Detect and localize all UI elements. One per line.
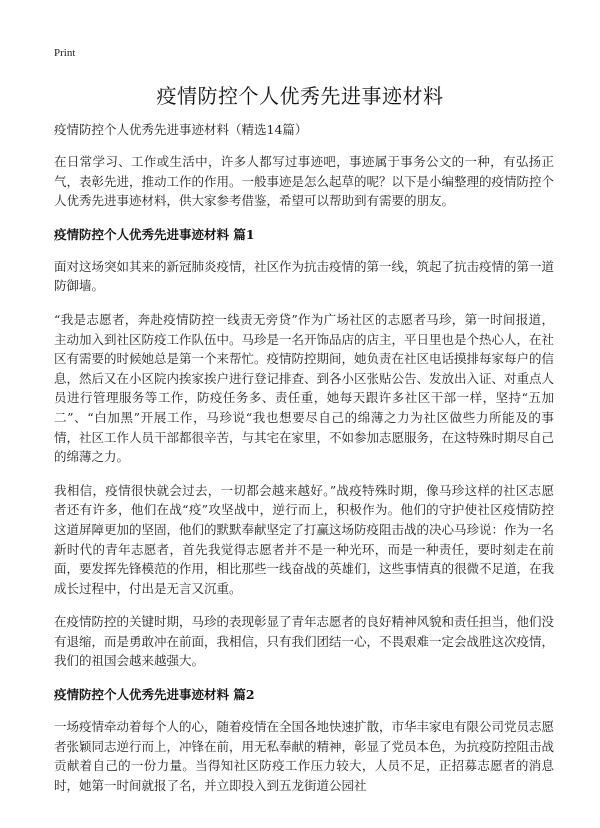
- section-paragraph: 我相信，疫情很快就会过去，一切都会越来越好。”战疫特殊时期，像马珍这样的社区志愿者还有许多，他们在战“疫”攻坚战中，逆行而上，积极作为。他们的守护使社区疫情防控这道屏障更加的坚固，他们的默默奉献坚定了打赢这场防疫阻击战的决心马珍说：作为一名新时代的青年志愿者，首先我觉得志愿者并不是一种光环，而是一种责任，要时刻走在前面，要发挥先锋模范的作用，相比那些一线奋战的英雄们，这些事情真的很微不足道，在我成长过程中，付出是无言又沉重。: [54, 482, 555, 596]
- section-paragraph: “我是志愿者，奔赴疫情防控一线责无旁贷”作为广场社区的志愿者马珍，第一时间报道，主动加入到社区防疫工作队伍中。马珍是一名开饰品店的店主，平日里也是个热心人，在社区有需要的时候她总是第一个来帮忙。疫情防控期间，她负责在社区电话摸排每家每户的信息，然后又在小区院内挨家挨户进行登记排查、到各小区张贴公告、发放出入证、对重点人员进行管理服务等工作，防疫任务多、责任重，她每天跟许多社区干部一样，坚持“五加二”、“白加黑”开展工作，马珍说“我也想要尽自己的绵薄之力为社区做些力所能及的事情，社区工作人员干部都很辛苦，与其宅在家里，不如参加志愿服务，在这特殊时期尽自己的绵薄之力。: [54, 311, 555, 465]
- document-body: [54, 120, 554, 809]
- section-paragraph: 面对这场突如其来的新冠肺炎疫情，社区作为抗击疫情的第一线，筑起了抗击疫情的第一道防御墙。: [54, 258, 555, 294]
- section-heading: 疫情防控个人优秀先进事迹材料 篇2: [54, 687, 255, 703]
- section-1: [54, 225, 554, 671]
- section-heading: 疫情防控个人优秀先进事迹材料 篇1: [54, 226, 255, 242]
- section-paragraph: 在疫情防控的关键时期，马珍的表现彰显了青年志愿者的良好精神风貌和责任担当，他们没有退缩，而是勇敢冲在前面，我相信，只有我们团结一心，不畏艰难一定会战胜这次疫情，我们的祖国会越来越强大。: [54, 614, 555, 669]
- document-subtitle: 疫情防控个人优秀先进事迹材料（精选14篇）: [54, 122, 308, 137]
- section-2: [54, 685, 554, 795]
- print-link[interactable]: Print: [54, 47, 76, 59]
- section-paragraph: 一场疫情牵动着每个人的心，随着疫情在全国各地快速扩散，市华丰家电有限公司党员志愿者张颖同志逆行而上，冲锋在前，用无私奉献的精神，彰显了党员本色，为抗疫防控阻击战贡献着自己的一份力量。当得知社区防疫工作压力较大，人员不足，正招募志愿者的消息时，她第一时间就报了名，并立即投入到五龙街道公园社: [54, 719, 555, 793]
- document-title: 疫情防控个人优秀先进事迹材料: [156, 84, 444, 108]
- intro-paragraph: 在日常学习、工作或生活中，许多人都写过事迹吧，事迹属于事务公文的一种，有弘扬正气，表彰先进，推动工作的作用。一般事迹是怎么起草的呢？以下是小编整理的疫情防控个人优秀先进事迹材料，供大家参考借鉴，希望可以帮助到有需要的朋友。: [54, 154, 555, 209]
